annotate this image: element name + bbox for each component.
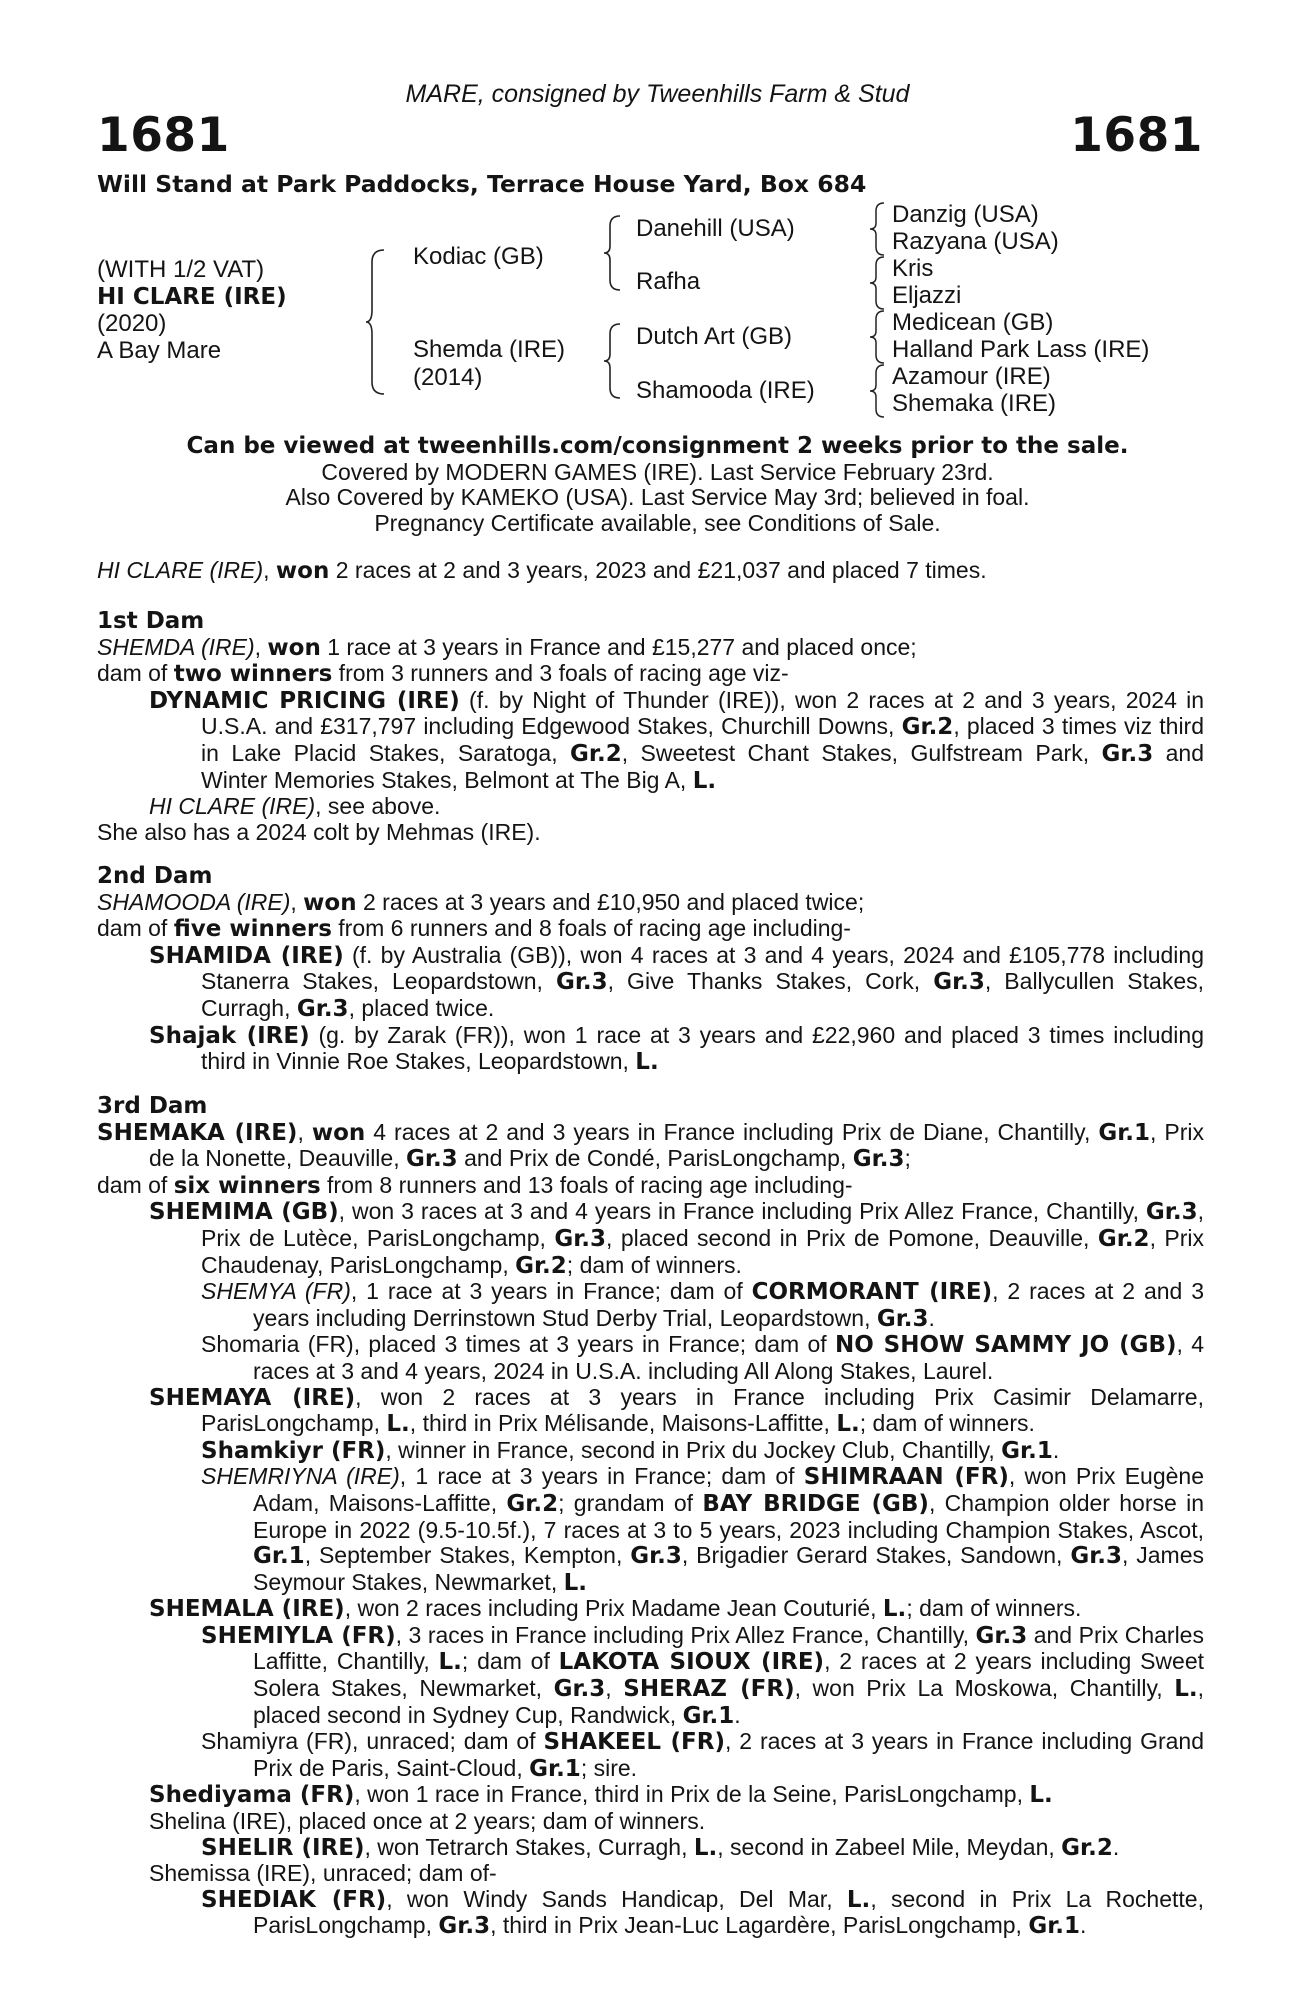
pedigree-brace-ss <box>870 201 888 257</box>
pregnancy-note: Pregnancy Certificate available, see Conditions of Sale. <box>374 509 941 536</box>
horse-description: A Bay Mare <box>97 337 222 364</box>
dam-sire-sire: Medicean (GB) <box>892 309 1054 336</box>
dam-sire: Dutch Art (GB) <box>636 323 793 350</box>
horse-year: (2020) <box>97 310 167 337</box>
shemaya-entry: SHEMAYA (IRE), won 2 races at 3 years in France including Prix Casimir Delamarre, ParisLongchamp, L., third in Prix Mélisande, Maisons-Laffitte, L.; dam of winners. <box>149 1383 1204 1438</box>
covered-note-2: Also Covered by KAMEKO (USA). Last Service May 3rd; believed in foal. <box>285 484 1030 510</box>
shediyama-entry: Shediyama (FR), won 1 race in France, third in Prix de la Seine, ParisLongchamp, L. <box>149 1781 1053 1809</box>
vat-note: (WITH 1/2 VAT) <box>97 256 265 283</box>
pedigree-brace-ds <box>870 309 888 365</box>
horse-name: HI CLARE (IRE) <box>97 284 287 310</box>
shelir-entry: SHELIR (IRE), won Tetrarch Stakes, Curragh, L., second in Zabeel Mile, Meydan, Gr.2. <box>201 1833 1120 1861</box>
sire-dam-sire: Kris <box>892 255 934 282</box>
first-dam-section: 1st Dam SHEMDA (IRE), won 1 race at 3 years in France and £15,277 and placed once; dam of two winners from 3 runners and 3 foals of racing age viz- DYNAMIC PRICING (IRE) (f. by Night of Thunder (IRE)), won 2 races at 2 and 3 years, 2024 in U.S.A. and £317,797 including Edgewood Stakes, Churchill Downs, Gr.2, placed 3 times viz third in Lake Placid Stakes, Saratoga, Gr.2, Sweetest Chant Stakes, Gulfstream Park, Gr.3 and Winter Memories Stakes, Belmont at The Big A, L. HI CLARE (IRE), see above. She also has a 2024 colt by Mehmas (IRE). <box>97 608 1205 845</box>
pedigree-brace-dam <box>604 322 624 400</box>
shajak-entry: Shajak (IRE) (g. by Zarak (FR)), won 1 race at 3 years and £22,960 and placed 3 times including third in Vinnie Roe Stakes, Leopardstown, L. <box>149 1021 1205 1076</box>
shamkiyr-entry: Shamkiyr (FR), winner in France, second in Prix du Jockey Club, Chantilly, Gr.1. <box>201 1436 1060 1464</box>
shemima-entry: SHEMIMA (GB), won 3 races at 3 and 4 years in France including Prix Allez France, Chantilly, Gr.3, Prix de Lutèce, ParisLongchamp, Gr.3, placed second in Prix de Pomone, Deauville, Gr.2, Prix Chaudenay, ParisLongchamp, Gr.2; dam of winners. <box>149 1198 1204 1279</box>
third-dam-section: 3rd Dam SHEMAKA (IRE), won 4 races at 2 and 3 years in France including Prix de Diane, Chantilly, Gr.1, Prix de la Nonette, Deauville, Gr.3 and Prix de Condé, ParisLongchamp, Gr.3; dam of six winners from 8 runners and 13 foals of racing age including- SHEMIMA (GB), won 3 races at 3 and 4 years in France including Prix Allez France, Chantilly, Gr.3, Prix de Lutèce, ParisLongchamp, Gr.3, placed second in Prix de Pomone, Deauville, Gr.2, Prix Chaudenay, ParisLongchamp, Gr.2; dam of winners. SHEMYA (FR), 1 race at 3 years in France; dam of CORMORANT (IRE), 2 races at 2 and 3 years including Derrinstown Stud Derby Trial, Leopardstown, Gr.3. Shomaria (FR), placed 3 times at 3 years in France; dam of NO SHOW SAMMY JO (GB), 4 races at 3 and 4 years, 2024 in U.S.A. including All Along Stakes, Laurel. SHEMAYA (IRE), won 2 races at 3 years in France including Prix Casimir Delamarre, ParisLongchamp, L., third in Prix Mélisande, Maisons-Laffitte, L.; dam of winners. Shamkiyr (FR), winner in France, second in Prix du Jockey Club, Chantilly, Gr.1. SHEMRIYNA (IRE), 1 race at 3 years in France; dam of SHIMRAAN (FR), won Prix Eugène Adam, Maisons-Laffitte, Gr.2; grandam of BAY BRIDGE (GB), Champion older horse in Europe in 2022 (9.5-10.5f.), 7 races at 3 to 5 years, 2023 including Champion Stakes, Ascot, Gr.1, September Stakes, Kempton, Gr.3, Brigadier Gerard Stakes, Sandown, Gr.3, James Seymour Stakes, Newmarket, L. SHEMALA (IRE), won 2 races including Prix Madame Jean Couturié, L.; dam of winners. SHEMIYLA (FR), 3 races in France including Prix Allez France, Chantilly, Gr.3 and Prix Charles Laffitte, Chantilly, L.; dam of LAKOTA SIOUX (IRE), 2 races at 2 years including Sweet Solera Stakes, Newmarket, Gr.3, SHERAZ (FR), won Prix La Moskowa, Chantilly, L., placed second in Sydney Cup, Randwick, Gr.1. Shamiyra (FR), unraced; dam of SHAKEEL (FR), 2 races at 3 years in France including Grand Prix de Paris, Saint-Cloud, Gr.1; sire. Shediyama (FR), won 1 race in France, third in Prix de la Seine, ParisLongchamp, L. Shelina (IRE), placed once at 2 years; dam of winners. SHELIR (IRE), won Tetrarch Stakes, Curragh, L., second in Zabeel Mile, Meydan, Gr.2. Shemissa (IRE), unraced; dam of- SHEDIAK (FR), won Windy Sands Handicap, Del Mar, L., second in Prix La Rochette, ParisLongchamp, Gr.3, third in Prix Jean-Luc Lagardère, ParisLongchamp, Gr.1. <box>97 1093 1205 1940</box>
third-dam-heading: 3rd Dam <box>97 1093 208 1119</box>
pedigree-brace-dd <box>870 363 888 419</box>
sire-sire-dam: Razyana (USA) <box>892 228 1059 255</box>
dam-dam-dam: Shemaka (IRE) <box>892 390 1057 417</box>
stand-location: Will Stand at Park Paddocks, Terrace House Yard, Box 684 <box>97 170 867 198</box>
pedigree-brace-sire <box>604 214 624 292</box>
sire-sire-sire: Danzig (USA) <box>892 201 1039 228</box>
shemissa-entry: Shemissa (IRE), unraced; dam of- <box>149 1860 497 1887</box>
sire-dam-dam: Eljazzi <box>892 282 962 309</box>
shemala-entry: SHEMALA (IRE), won 2 races including Prix Madame Jean Couturié, L.; dam of winners. <box>149 1595 1082 1623</box>
dam-sire-dam: Halland Park Lass (IRE) <box>892 336 1150 363</box>
sire-sire: Danehill (USA) <box>636 215 795 242</box>
pedigree-brace-main <box>366 248 388 396</box>
lot-number-right: 1681 <box>1070 108 1203 163</box>
second-dam-section: 2nd Dam SHAMOODA (IRE), won 2 races at 3 years and £10,950 and placed twice; dam of five winners from 6 runners and 8 foals of racing age including- SHAMIDA (IRE) (f. by Australia (GB)), won 4 races at 3 and 4 years, 2024 and £105,778 including Stanerra Stakes, Leopardstown, Gr.3, Give Thanks Stakes, Cork, Gr.3, Ballycullen Stakes, Curragh, Gr.3, placed twice. Shajak (IRE) (g. by Zarak (FR)), won 1 race at 3 years and £22,960 and placed 3 times including third in Vinnie Roe Stakes, Leopardstown, L. <box>97 863 1205 1076</box>
shamida-entry: SHAMIDA (IRE) (f. by Australia (GB)), won 4 races at 3 and 4 years, 2024 and £105,778 including Stanerra Stakes, Leopardstown, Gr.3, Give Thanks Stakes, Cork, Gr.3, Ballycullen Stakes, Curragh, Gr.3, placed twice. <box>149 941 1205 1022</box>
viewing-note: Can be viewed at tweenhills.com/consignment 2 weeks prior to the sale. <box>186 433 1129 459</box>
consignment-line: MARE, consigned by Tweenhills Farm & Stud <box>405 80 910 108</box>
sale-notes <box>0 434 1315 536</box>
shomaria-entry: Shomaria (FR), placed 3 times at 3 years in France; dam of NO SHOW SAMMY JO (GB), 4 races at 3 and 4 years, 2024 in U.S.A. including All Along Stakes, Laurel. <box>201 1331 1204 1384</box>
dam-year: (2014) <box>413 364 483 391</box>
second-dam-heading: 2nd Dam <box>97 863 213 889</box>
shelina-entry: Shelina (IRE), placed once at 2 years; dam of winners. <box>149 1808 706 1835</box>
dam: Shemda (IRE) <box>413 336 566 363</box>
first-dam-heading: 1st Dam <box>97 608 205 634</box>
sire-dam: Rafha <box>636 268 701 295</box>
dam-dam-sire: Azamour (IRE) <box>892 363 1051 390</box>
shediak-entry: SHEDIAK (FR), won Windy Sands Handicap, Del Mar, L., second in Prix La Rochette, ParisLongchamp, Gr.3, third in Prix Jean-Luc Lagardère, ParisLongchamp, Gr.1. <box>201 1885 1204 1940</box>
dynamic-pricing-entry: DYNAMIC PRICING (IRE) (f. by Night of Thunder (IRE)), won 2 races at 2 and 3 years, 2024 in U.S.A. and £317,797 including Edgewood Stakes, Churchill Downs, Gr.2, placed 3 times viz third in Lake Placid Stakes, Saratoga, Gr.2, Sweetest Chant Stakes, Gulfstream Park, Gr.3 and Winter Memories Stakes, Belmont at The Big A, L. <box>149 686 1205 794</box>
sire: Kodiac (GB) <box>413 243 544 270</box>
pedigree-brace-sd <box>870 255 888 311</box>
covered-note-1: Covered by MODERN GAMES (IRE). Last Service February 23rd. <box>321 458 994 485</box>
shemriyna-entry: SHEMRIYNA (IRE), 1 race at 3 years in France; dam of SHIMRAAN (FR), won Prix Eugène Adam, Maisons-Laffitte, Gr.2; grandam of BAY BRIDGE (GB), Champion older horse in Europe in 2022 (9.5-10.5f.), 7 races at 3 to 5 years, 2023 including Champion Stakes, Ascot, Gr.1, September Stakes, Kempton, Gr.3, Brigadier Gerard Stakes, Sandown, Gr.3, James Seymour Stakes, Newmarket, L. <box>201 1463 1205 1596</box>
lot-number-left: 1681 <box>97 108 230 163</box>
race-summary: HI CLARE (IRE), won 2 races at 2 and 3 years, 2023 and £21,037 and placed 7 times. <box>97 557 987 584</box>
shamiyra-entry: Shamiyra (FR), unraced; dam of SHAKEEL (FR), 2 races at 3 years in France including Grand Prix de Paris, Saint-Cloud, Gr.1; sire. <box>201 1728 1204 1782</box>
shemiyla-entry: SHEMIYLA (FR), 3 races in France including Prix Allez France, Chantilly, Gr.3 and Prix Charles Laffitte, Chantilly, L.; dam of LAKOTA SIOUX (IRE), 2 races at 2 years including Sweet Solera Stakes, Newmarket, Gr.3, SHERAZ (FR), won Prix La Moskowa, Chantilly, L., placed second in Sydney Cup, Randwick, Gr.1. <box>201 1621 1205 1729</box>
dam-dam: Shamooda (IRE) <box>636 377 815 404</box>
shemya-entry: SHEMYA (FR), 1 race at 3 years in France; dam of CORMORANT (IRE), 2 races at 2 and 3 years including Derrinstown Stud Derby Trial, Leopardstown, Gr.3. <box>201 1278 1204 1332</box>
